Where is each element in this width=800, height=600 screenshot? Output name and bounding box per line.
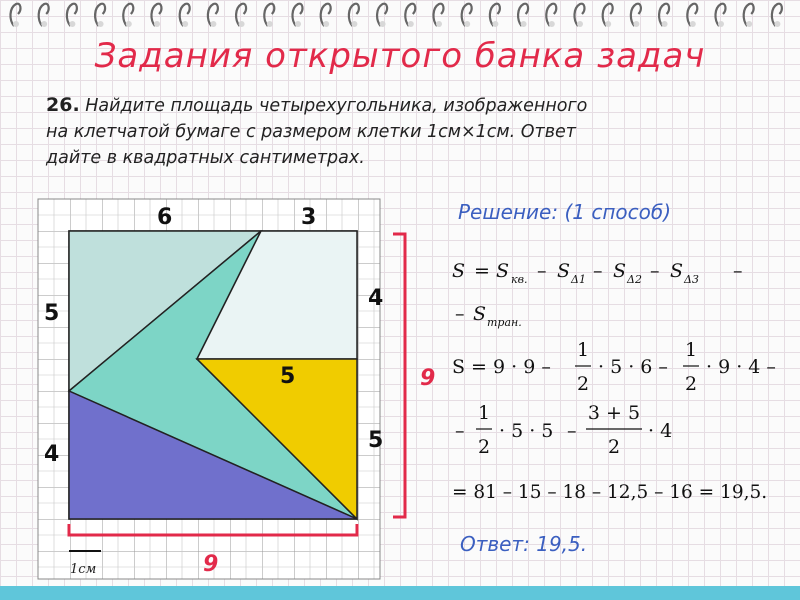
label-left-upper: 5 [44, 301, 60, 326]
line3-mid: · 5 · 6 – [598, 356, 668, 378]
line3-frac2-den: 2 [684, 373, 698, 395]
line3-frac1-num: 1 [576, 339, 590, 361]
label-top-right: 3 [301, 205, 317, 230]
line2-minus: – [455, 303, 465, 325]
label-middle: 5 [280, 364, 296, 389]
line4-tail: · 4 [648, 420, 673, 442]
line1-sub3: Δ3 [684, 273, 699, 286]
line1-sub1: Δ1 [571, 273, 586, 286]
line1-sub-kv: кв. [511, 273, 528, 286]
problem-number: 26. [46, 94, 80, 116]
answer: Ответ: 19,5. [460, 532, 588, 556]
line1-minus4: – [733, 260, 743, 282]
line1-S1: S [557, 260, 571, 282]
scale-label: 1см [70, 562, 97, 577]
label-top-left: 6 [157, 205, 173, 230]
line2-sub: тран. [487, 316, 522, 329]
line3-frac2-num: 1 [684, 339, 698, 361]
side-brace [393, 234, 405, 517]
line4-minus2: – [567, 420, 577, 442]
bottom-brace-label: 9 [203, 552, 219, 577]
line4-minus: – [455, 420, 465, 442]
line2-S: S [473, 303, 487, 325]
bottom-bar [0, 586, 800, 600]
line4-frac1-den: 2 [477, 436, 491, 458]
problem-text-3: дайте в квадратных сантиметрах. [46, 148, 365, 168]
problem-text-1: Найдите площадь четырехугольника, изображенного [85, 96, 588, 116]
label-left-lower: 4 [44, 442, 60, 467]
line3-tail: · 9 · 4 – [706, 356, 776, 378]
line1-eq: = [474, 260, 490, 282]
line1-minus3: – [650, 260, 660, 282]
line4-mid: · 5 · 5 [499, 420, 554, 442]
line1-S3: S [670, 260, 684, 282]
line1-minus1: – [537, 260, 547, 282]
line4-frac2-den: 2 [607, 436, 621, 458]
page-title: Задания открытого банка задач [94, 36, 706, 76]
solution-heading: Решение: (1 способ) [458, 200, 672, 224]
line1-minus2: – [593, 260, 603, 282]
line3-lhs: S = 9 · 9 – [452, 356, 551, 378]
line5: = 81 – 15 – 18 – 12,5 – 16 = 19,5. [452, 482, 768, 503]
line1-sub2: Δ2 [627, 273, 642, 286]
line1-S-kv: S [496, 260, 510, 282]
line1-S2: S [613, 260, 627, 282]
solution-formulas [440, 236, 800, 526]
line4-frac2-num: 3 + 5 [587, 402, 641, 424]
side-brace-label: 9 [420, 366, 436, 391]
label-right-upper: 4 [368, 286, 384, 311]
line4-frac1-num: 1 [477, 402, 491, 424]
line3-frac1-den: 2 [576, 373, 590, 395]
problem-text-2: на клетчатой бумаге с размером клетки 1см×1см. Ответ [46, 122, 576, 142]
line1-S: S [452, 260, 466, 282]
label-right-lower: 5 [368, 428, 384, 453]
